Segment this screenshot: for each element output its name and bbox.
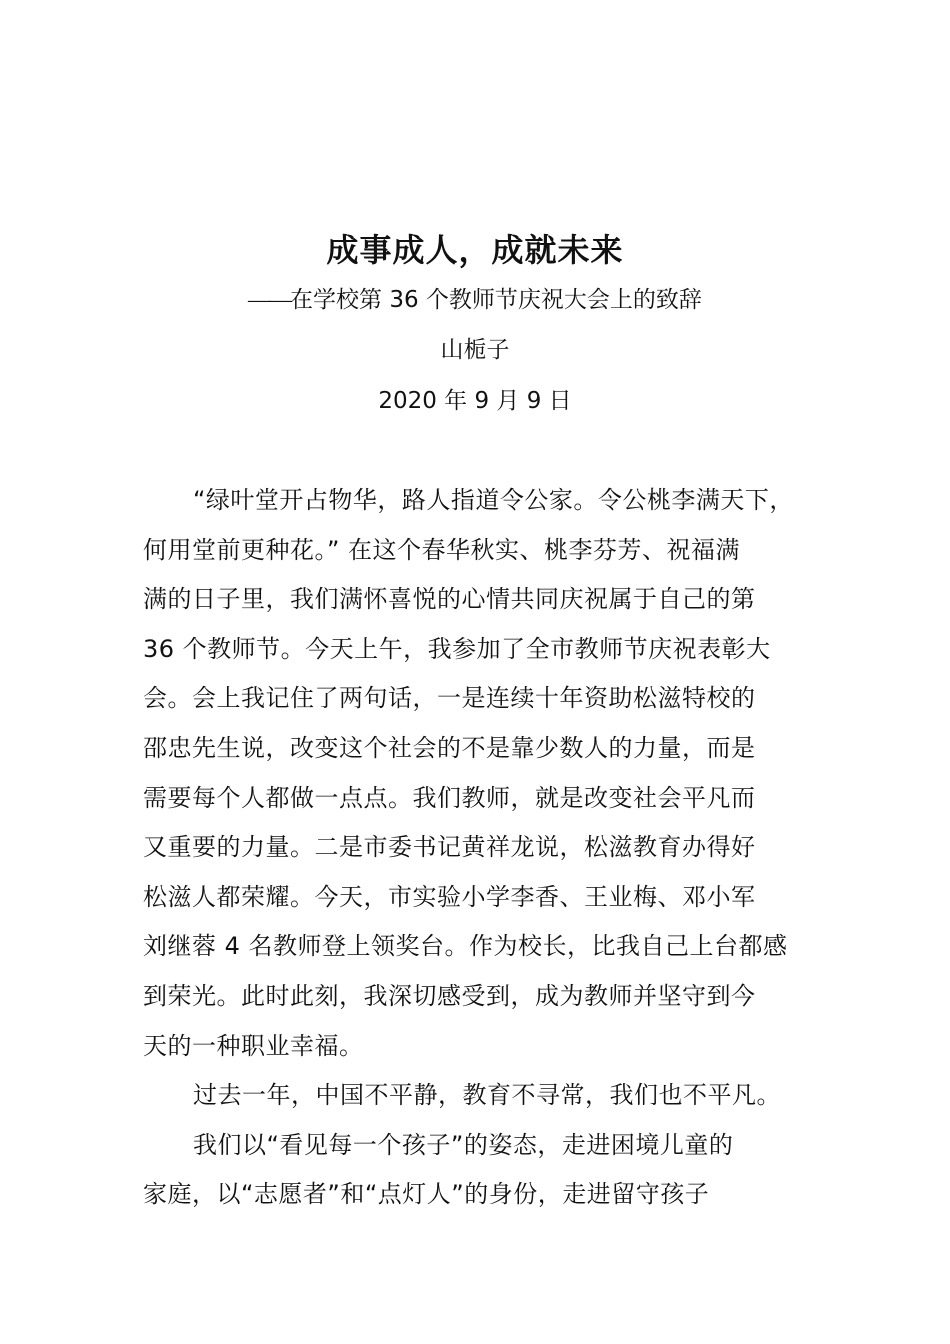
body-line: “绿叶堂开占物华，路人指道令公家。令公桃李满天下， [193,486,794,514]
body-line: 刘继蓉 4 名教师登上领奖台。作为校长，比我自己上台都感 [143,932,788,961]
body-line: 又重要的力量。二是市委书记黄祥龙说，松滋教育办得好 [143,833,756,862]
speech-date: 2020 年 9 月 9 日 [378,388,572,414]
author-name: 山栀子 [440,337,510,363]
body-line: 会。会上我记住了两句话，一是连续十年资助松滋特校的 [143,684,756,713]
body-line: 何用堂前更种花。” 在这个春华秋实、桃李芬芳、祝福满 [143,535,741,564]
body-line: 到荣光。此时此刻，我深切感受到，成为教师并坚守到今 [143,981,756,1010]
body-line: 过去一年，中国不平静，教育不寻常，我们也不平凡。 [193,1081,781,1110]
body-line: 邵忠先生说，改变这个社会的不是靠少数人的力量，而是 [143,733,756,762]
body-line: 满的日子里，我们满怀喜悦的心情共同庆祝属于自己的第 [143,585,756,614]
document-title: 成事成人，成就未来 [326,231,624,269]
body-line: 36 个教师节。今天上午，我参加了全市教师节庆祝表彰大 [143,634,771,663]
body-line: 天的一种职业幸福。 [143,1031,364,1060]
speech-body [143,476,833,1220]
body-line: 需要每个人都做一点点。我们教师，就是改变社会平凡而 [143,783,756,812]
subtitle-dash: —— [248,287,291,312]
body-line: 家庭，以“志愿者”和“点灯人”的身份，走进留守孩子 [143,1180,710,1209]
body-line: 我们以“看见每一个孩子”的姿态，走进困境儿童的 [193,1130,734,1159]
subtitle-text: 在学校第 36 个教师节庆祝大会上的致辞 [290,287,702,313]
document-subtitle [0,282,950,318]
body-line: 松滋人都荣耀。今天，市实验小学李香、王业梅、邓小军 [143,882,756,911]
